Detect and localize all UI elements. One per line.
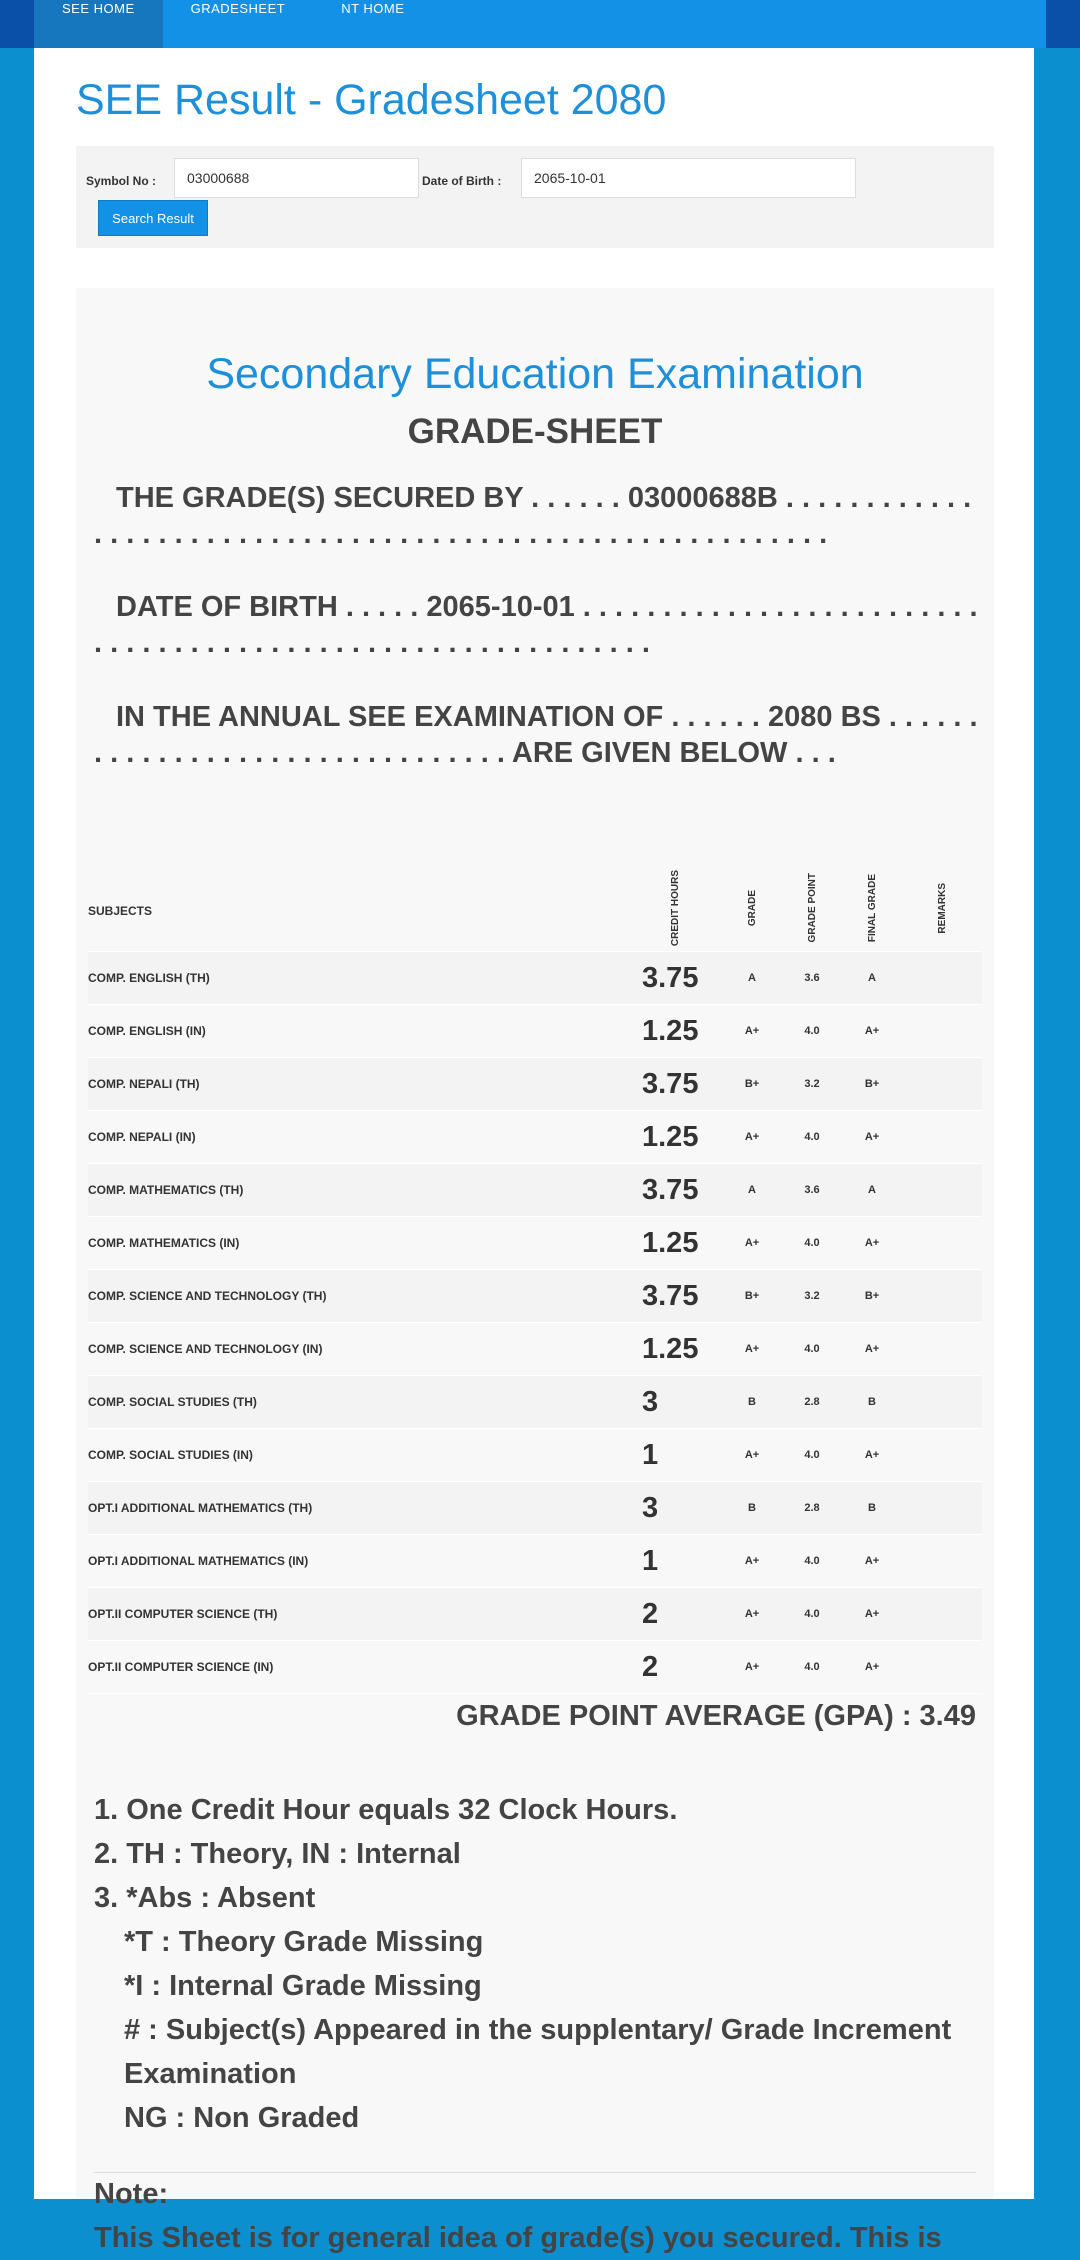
remarks-cell [902, 1111, 982, 1164]
table-row [88, 1429, 982, 1482]
grade-point-cell: 4.0 [782, 1535, 842, 1588]
col-remarks: REMARKS [902, 870, 982, 952]
grade-cell: A+ [722, 1429, 782, 1482]
table-row [88, 1376, 982, 1429]
final-grade-cell: B+ [842, 1058, 902, 1111]
grade-cell: A+ [722, 1217, 782, 1270]
note-item: 3. *Abs : Absent [94, 1882, 316, 1914]
nav-nt-home[interactable]: NT HOME [341, 1, 405, 16]
table-row [88, 1005, 982, 1058]
table-row [88, 1058, 982, 1111]
col-credit-hours: CREDIT HOURS [642, 870, 722, 952]
credit-hours-cell: 3.75 [642, 1058, 722, 1111]
subject-cell: COMP. ENGLISH (IN) [88, 1005, 642, 1058]
subject-cell: COMP. SCIENCE AND TECHNOLOGY (TH) [88, 1270, 642, 1323]
table-header-row [88, 870, 982, 952]
credit-hours-cell: 3.75 [642, 1270, 722, 1323]
table-row [88, 1217, 982, 1270]
nav-gradesheet[interactable]: GRADESHEET [190, 1, 286, 16]
final-grade-cell: A+ [842, 1429, 902, 1482]
credit-hours-cell: 1.25 [642, 1217, 722, 1270]
table-row [88, 1111, 982, 1164]
final-grade-cell: A+ [842, 1588, 902, 1641]
grade-point-cell: 4.0 [782, 1005, 842, 1058]
remarks-cell [902, 1270, 982, 1323]
nav-see-home[interactable]: SEE HOME [34, 0, 163, 48]
remarks-cell [902, 1482, 982, 1535]
main-container [34, 48, 1034, 2254]
remarks-cell [902, 1641, 982, 1694]
col-grade-point: GRADE POINT [782, 870, 842, 952]
gradesheet-panel [76, 288, 994, 2254]
table-row [88, 952, 982, 1005]
credit-hours-cell: 3 [642, 1482, 722, 1535]
grade-cell: A [722, 1164, 782, 1217]
grade-point-cell: 4.0 [782, 1217, 842, 1270]
table-row [88, 1270, 982, 1323]
subject-cell: COMP. NEPALI (TH) [88, 1058, 642, 1111]
remarks-cell [902, 1588, 982, 1641]
symbol-no-label: Symbol No : [86, 174, 157, 188]
grade-cell: B+ [722, 1058, 782, 1111]
remarks-cell [902, 1535, 982, 1588]
note-item: 2. TH : Theory, IN : Internal [94, 1838, 461, 1870]
grade-cell: A [722, 952, 782, 1005]
subject-cell: COMP. SCIENCE AND TECHNOLOGY (IN) [88, 1323, 642, 1376]
nav-menu [34, 0, 432, 48]
note-heading: Note: [94, 2178, 169, 2210]
subject-cell: COMP. SOCIAL STUDIES (IN) [88, 1429, 642, 1482]
grade-point-cell: 3.2 [782, 1270, 842, 1323]
grade-cell: A+ [722, 1323, 782, 1376]
secured-by-line: THE GRADE(S) SECURED BY . . . . . . 03000688B . . . . . . . . . . . . . . . . . . . . . . . . . . . . . . . . . . . . . . . . . . . . . . . . . . . . . . . . . . [94, 482, 972, 550]
dob-line: DATE OF BIRTH . . . . . 2065-10-01 . . . . . . . . . . . . . . . . . . . . . . . . . . . . . . . . . . . . . . . . . . . . . . . . . . . . . . . . . . . . [94, 591, 978, 659]
gradesheet-title: GRADE-SHEET [407, 412, 663, 451]
final-grade-cell: B [842, 1376, 902, 1429]
final-grade-cell: A [842, 952, 902, 1005]
grade-point-cell: 3.6 [782, 1164, 842, 1217]
note-item: *I : Internal Grade Missing [124, 1970, 482, 2002]
table-row [88, 1588, 982, 1641]
table-row [88, 1482, 982, 1535]
notes-divider [94, 2172, 976, 2173]
subject-cell: COMP. MATHEMATICS (TH) [88, 1164, 642, 1217]
grades-table-body [88, 952, 982, 1694]
final-grade-cell: A [842, 1164, 902, 1217]
credit-hours-cell: 3 [642, 1376, 722, 1429]
subject-cell: OPT.II COMPUTER SCIENCE (IN) [88, 1641, 642, 1694]
credit-hours-cell: 1 [642, 1535, 722, 1588]
final-grade-cell: A+ [842, 1005, 902, 1058]
remarks-cell [902, 952, 982, 1005]
navbar-right-edge [1046, 0, 1080, 48]
dob-label: Date of Birth : [422, 174, 502, 188]
remarks-cell [902, 1164, 982, 1217]
grade-cell: A+ [722, 1111, 782, 1164]
search-result-button[interactable]: Search Result [98, 200, 208, 236]
subject-cell: COMP. ENGLISH (TH) [88, 952, 642, 1005]
grade-cell: A+ [722, 1641, 782, 1694]
navbar-left-edge [0, 0, 34, 48]
final-grade-cell: A+ [842, 1111, 902, 1164]
grade-point-cell: 4.0 [782, 1429, 842, 1482]
final-grade-cell: A+ [842, 1641, 902, 1694]
grade-point-cell: 3.2 [782, 1058, 842, 1111]
table-row [88, 1323, 982, 1376]
note-item: *T : Theory Grade Missing [124, 1926, 484, 1958]
grade-cell: B [722, 1482, 782, 1535]
notes-list [94, 1788, 986, 2140]
grade-cell: B [722, 1376, 782, 1429]
grades-table [88, 870, 982, 1694]
credit-hours-cell: 3.75 [642, 952, 722, 1005]
credit-hours-cell: 1.25 [642, 1323, 722, 1376]
table-row [88, 1641, 982, 1694]
credit-hours-cell: 1 [642, 1429, 722, 1482]
table-row [88, 1535, 982, 1588]
remarks-cell [902, 1429, 982, 1482]
remarks-cell [902, 1058, 982, 1111]
final-grade-cell: B+ [842, 1270, 902, 1323]
subject-cell: OPT.I ADDITIONAL MATHEMATICS (IN) [88, 1535, 642, 1588]
subject-cell: OPT.II COMPUTER SCIENCE (TH) [88, 1588, 642, 1641]
grade-point-cell: 4.0 [782, 1323, 842, 1376]
grade-cell: A+ [722, 1535, 782, 1588]
remarks-cell [902, 1323, 982, 1376]
remarks-cell [902, 1217, 982, 1270]
final-grade-cell: A+ [842, 1535, 902, 1588]
note-item: # : Subject(s) Appeared in the supplentary/ Grade Increment Examination [124, 2014, 952, 2090]
grade-point-cell: 4.0 [782, 1111, 842, 1164]
grade-cell: B+ [722, 1270, 782, 1323]
grade-point-cell: 2.8 [782, 1482, 842, 1535]
final-grade-cell: A+ [842, 1323, 902, 1376]
subject-cell: OPT.I ADDITIONAL MATHEMATICS (TH) [88, 1482, 642, 1535]
grade-cell: A+ [722, 1005, 782, 1058]
col-subjects: SUBJECTS [88, 870, 642, 952]
final-grade-cell: B [842, 1482, 902, 1535]
dob-input[interactable] [521, 158, 856, 198]
col-final-grade: FINAL GRADE [842, 870, 902, 952]
grade-point-cell: 2.8 [782, 1376, 842, 1429]
symbol-no-input[interactable] [174, 158, 419, 198]
subject-cell: COMP. MATHEMATICS (IN) [88, 1217, 642, 1270]
credit-hours-cell: 2 [642, 1588, 722, 1641]
note-text: This Sheet is for general idea of grade(s) you secured. This is [94, 2222, 942, 2254]
remarks-cell [902, 1005, 982, 1058]
gpa-line: GRADE POINT AVERAGE (GPA) : 3.49 [456, 1700, 976, 1732]
search-form [76, 146, 994, 248]
top-navbar [0, 0, 1080, 48]
col-grade: GRADE [722, 870, 782, 952]
credit-hours-cell: 1.25 [642, 1005, 722, 1058]
subject-cell: COMP. NEPALI (IN) [88, 1111, 642, 1164]
final-grade-cell: A+ [842, 1217, 902, 1270]
note-item: NG : Non Graded [124, 2102, 360, 2134]
note-item: 1. One Credit Hour equals 32 Clock Hours. [94, 1794, 678, 1826]
grade-point-cell: 4.0 [782, 1588, 842, 1641]
credit-hours-cell: 2 [642, 1641, 722, 1694]
credit-hours-cell: 1.25 [642, 1111, 722, 1164]
grade-cell: A+ [722, 1588, 782, 1641]
grade-point-cell: 3.6 [782, 952, 842, 1005]
subject-cell: COMP. SOCIAL STUDIES (TH) [88, 1376, 642, 1429]
table-row [88, 1164, 982, 1217]
credit-hours-cell: 3.75 [642, 1164, 722, 1217]
page-title: SEE Result - Gradesheet 2080 [76, 76, 667, 124]
annual-exam-line: IN THE ANNUAL SEE EXAMINATION OF . . . . . . 2080 BS . . . . . . . . . . . . . . . . . . . . . . . . . . . . . . . . ARE GIVEN BELOW . . . [94, 701, 978, 769]
grade-point-cell: 4.0 [782, 1641, 842, 1694]
remarks-cell [902, 1376, 982, 1429]
exam-title: Secondary Education Examination [206, 350, 864, 398]
